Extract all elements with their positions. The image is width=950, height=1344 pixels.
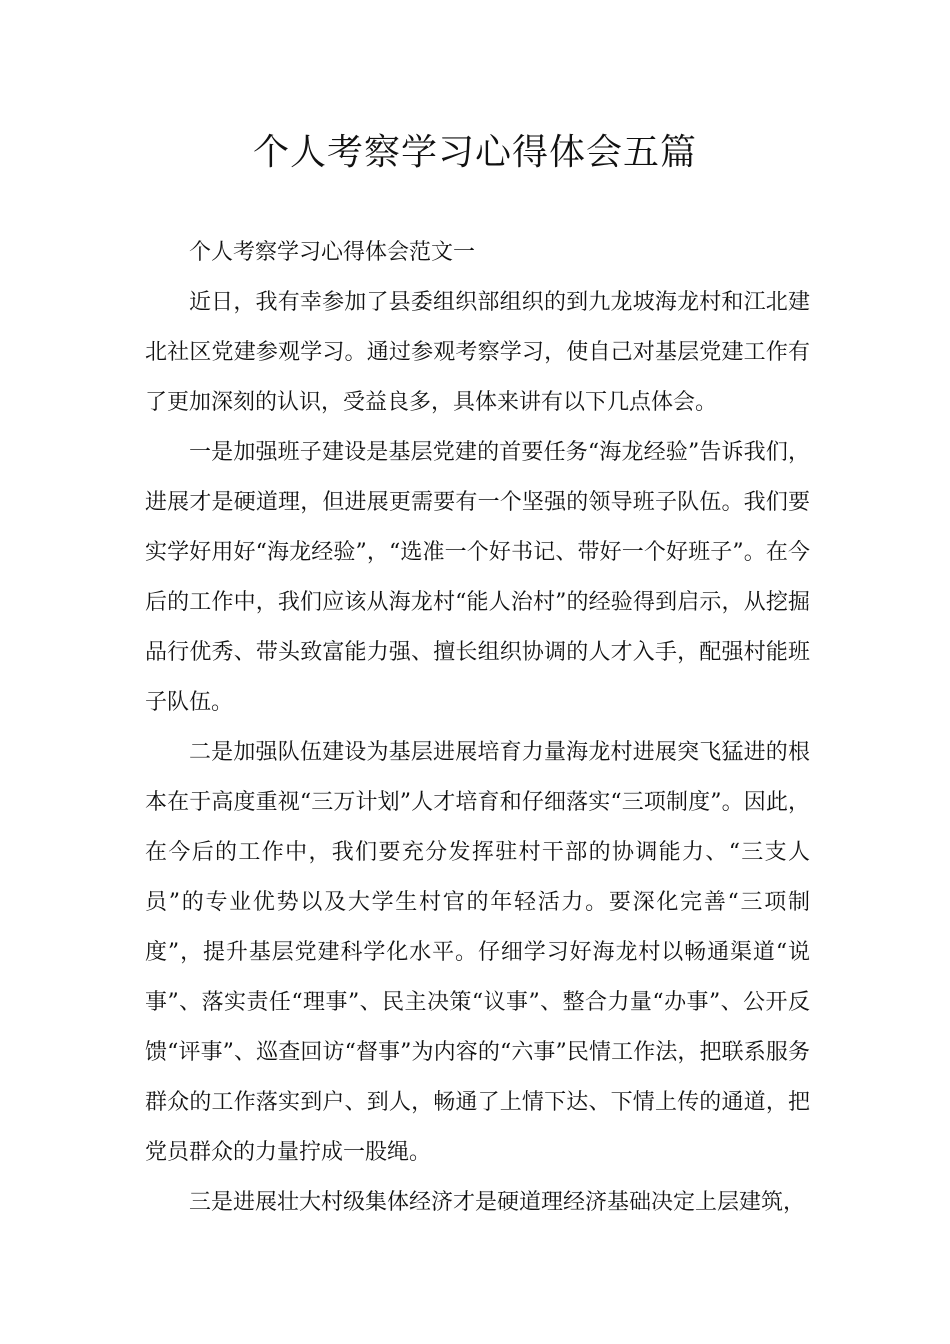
paragraph-intro: 近日，我有幸参加了县委组织部组织的到九龙坡海龙村和江北建北社区党建参观学习。通过参观考察学习，使自己对基层党建工作有了更加深刻的认识，受益良多，具体来讲有以下几点体会。 (145, 290, 810, 415)
document-body (145, 228, 810, 1228)
document-title: 个人考察学习心得体会五篇 (252, 132, 697, 173)
paragraph-point-one: 一是加强班子建设是基层党建的首要任务“海龙经验”告诉我们，进展才是硬道理，但进展更需要有一个坚强的领导班子队伍。我们要实学好用好“海龙经验”，“选准一个好书记、带好一个好班子”。在今后的工作中，我们应该从海龙村“能人治村”的经验得到启示，从挖掘品行优秀、带头致富能力强、擅长组织协调的人才入手，配强村能班子队伍。 (145, 440, 810, 715)
paragraph-point-two: 二是加强队伍建设为基层进展培育力量海龙村进展突飞猛进的根本在于高度重视“三万计划”人才培育和仔细落实“三项制度”。因此，在今后的工作中，我们要充分发挥驻村干部的协调能力、“三支人员”的专业优势以及大学生村官的年轻活力。要深化完善“三项制度”，提升基层党建科学化水平。仔细学习好海龙村以畅通渠道“说事”、落实责任“理事”、民主决策“议事”、整合力量“办事”、公开反馈“评事”、巡查回访“督事”为内容的“六事”民情工作法，把联系服务群众的工作落实到户、到人，畅通了上情下达、下情上传的通道，把党员群众的力量拧成一股绳。 (145, 740, 810, 1165)
paragraph-point-three: 三是进展壮大村级集体经济才是硬道理经济基础决定上层建筑， (189, 1190, 806, 1215)
section-heading: 个人考察学习心得体会范文一 (189, 240, 476, 265)
